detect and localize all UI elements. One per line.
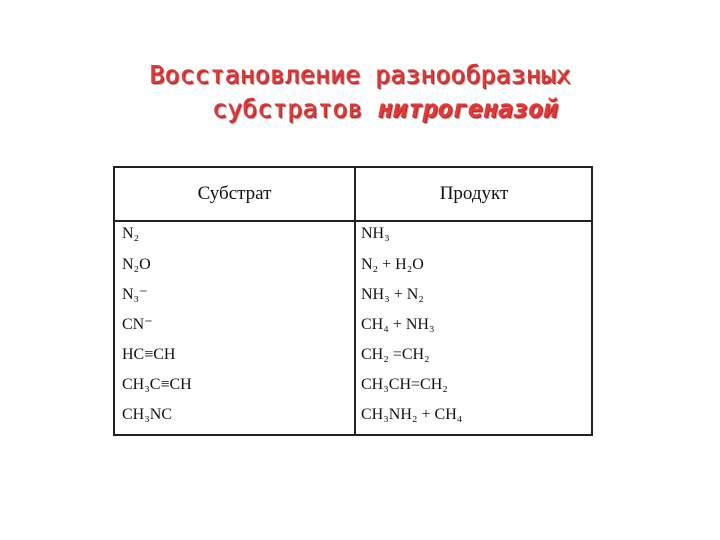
substrate-cell: CH₃NC: [122, 406, 173, 423]
title-line-2-prefix: субстратов: [211, 94, 363, 123]
substrate-cell: CH₃C≡CH: [122, 376, 192, 393]
substrate-cell: N₂: [122, 225, 140, 242]
product-cell: CH₃NH₂ + CH₄: [361, 406, 463, 423]
title-line-2: [0, 92, 720, 126]
substrate-cell: CN⁻: [122, 316, 153, 333]
product-cell: CH₄ + NH₃: [361, 316, 435, 333]
slide-title: [0, 58, 720, 126]
product-cell: NH₃: [361, 225, 390, 242]
product-cell: NH₃ + N₂: [361, 286, 424, 303]
product-cell: N₂ + H₂O: [361, 256, 424, 273]
product-cell: CH₂ =CH₂: [361, 346, 430, 363]
title-line-1: Восстановление разнообразных: [149, 60, 571, 89]
substrate-product-table: [113, 166, 593, 436]
header-substrate: Субстрат: [197, 183, 272, 204]
substrate-cell: HC≡CH: [122, 346, 176, 363]
product-cell: CH₃CH=CH₂: [361, 376, 448, 393]
substrate-cell: N₃⁻: [122, 286, 148, 303]
title-line-2-emphasis: нитрогеназой: [377, 94, 559, 123]
header-product: Продукт: [439, 183, 509, 204]
substrate-cell: N₂O: [122, 256, 151, 273]
header-divider: [115, 220, 591, 222]
